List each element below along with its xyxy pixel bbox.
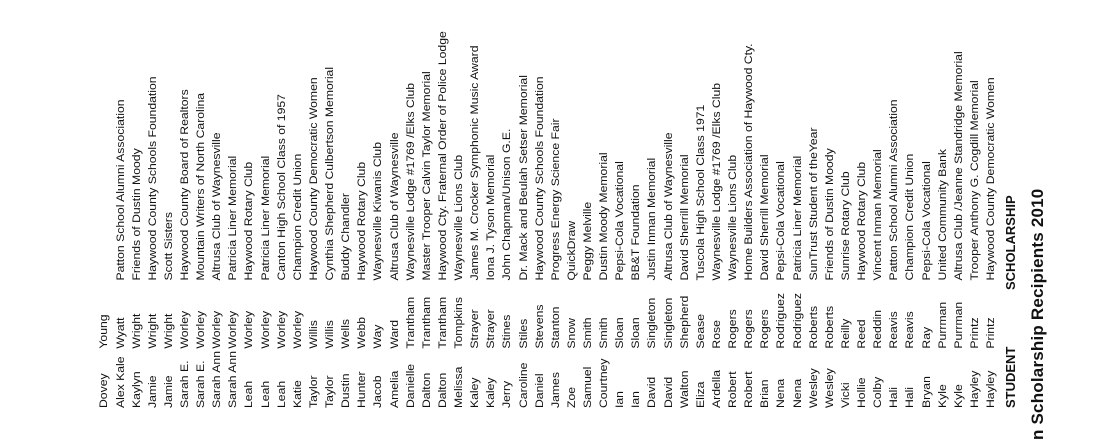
list-item	[276, 0, 288, 408]
list-item	[679, 0, 691, 408]
list-item	[389, 0, 401, 408]
scholarship-name: Sunrise Rotary Club	[839, 171, 852, 281]
student-first-name: Hali	[904, 386, 917, 408]
student-last-name: Sloan	[630, 317, 643, 349]
student-last-name: Singleton	[646, 297, 659, 349]
student-first-name: Daniel	[533, 373, 546, 408]
student-last-name: Worley	[291, 310, 304, 349]
student-first-name: Hayley	[985, 370, 997, 408]
student-first-name: Dovey	[98, 373, 111, 408]
list-item	[405, 0, 417, 408]
student-first-name: Nena	[791, 378, 804, 408]
scholarship-name: Friends of Dustin Moody	[130, 148, 143, 281]
scholarship-name: BB&T Foundation	[630, 184, 643, 281]
scholarship-name: Haywood County Democratic Women	[307, 77, 320, 281]
scholarship-name: Haywood Rotary Club	[856, 161, 869, 281]
scholarship-name: Patton School Alumni Association	[888, 99, 901, 281]
list-item	[227, 0, 239, 408]
list-item	[937, 0, 949, 408]
student-last-name: Wright	[130, 313, 143, 349]
student-first-name: James	[549, 372, 562, 408]
student-last-name: Purrman	[952, 301, 965, 349]
list-item	[727, 0, 739, 408]
scholarship-name: Altrusa Club of Waynesville	[662, 132, 675, 281]
scholarship-name: Haywood Rotary Club	[243, 161, 256, 281]
list-item	[372, 0, 384, 408]
student-first-name: Jamie	[146, 375, 159, 408]
student-first-name: Sarah Ann	[227, 351, 240, 408]
list-item	[566, 0, 578, 408]
student-first-name: Taylor	[307, 375, 320, 408]
scholarship-name: Dr. Mack and Beulah Setser Memorial	[517, 75, 530, 281]
scholarship-name: Home Builders Association of Haywood Cty.	[743, 43, 756, 281]
document-title: n Scholarship Recipients 2010	[1028, 188, 1047, 440]
student-first-name: Bryan	[920, 376, 933, 408]
list-item	[743, 0, 755, 408]
scholarship-name: Haywood County Board of Realtors	[179, 89, 191, 281]
student-first-name: Kyle	[952, 384, 965, 408]
student-last-name: Wells	[340, 318, 353, 349]
student-last-name: Tompkins	[453, 297, 466, 349]
list-item	[469, 0, 481, 408]
list-item	[614, 0, 626, 408]
student-last-name: Trantham	[436, 296, 449, 349]
student-first-name: Alex Kale	[114, 356, 127, 408]
list-item	[775, 0, 787, 408]
list-item	[630, 0, 642, 408]
scholarship-name: United Community Bank	[936, 149, 949, 281]
student-first-name: Eliza	[694, 381, 707, 408]
student-last-name: Rose	[710, 320, 723, 349]
student-first-name: Jerry	[501, 380, 514, 408]
student-first-name: Wesley	[807, 368, 820, 408]
scholarship-name: David Sherrill Memorial	[759, 154, 772, 281]
student-first-name: Ian	[614, 391, 627, 408]
scholarship-name: Vincent Inman Memorial	[872, 149, 885, 281]
list-item	[98, 0, 110, 408]
scholarship-name: Cynthia Shepherd Culbertson Memorial	[324, 66, 337, 281]
list-item	[888, 0, 900, 408]
student-last-name: Worley	[259, 310, 272, 349]
student-first-name: Hollie	[856, 377, 869, 408]
student-first-name: Jacob	[372, 375, 385, 408]
list-item	[485, 0, 497, 408]
scholarship-name: Champion Credit Union	[291, 153, 304, 281]
student-first-name: Melissa	[453, 366, 466, 408]
list-item	[453, 0, 465, 408]
list-item	[792, 0, 804, 408]
student-last-name: Sease	[694, 313, 707, 349]
student-last-name: Snow	[565, 318, 578, 349]
student-last-name: Worley	[179, 310, 191, 349]
student-last-name: Stiles	[517, 318, 530, 349]
list-item	[292, 0, 304, 408]
student-first-name: Kaley	[485, 377, 498, 408]
list-item	[711, 0, 723, 408]
student-last-name: Reavis	[888, 311, 901, 349]
list-item	[131, 0, 143, 408]
student-last-name: Worley	[195, 310, 208, 349]
list-item	[437, 0, 449, 408]
scholarship-name: Haywood Cty. Fraternal Order of Police Lodge	[436, 31, 449, 281]
student-first-name: David	[646, 376, 659, 408]
student-last-name: Reavis	[904, 311, 917, 349]
student-first-name: Dustin	[340, 373, 353, 408]
student-last-name: Worley	[275, 310, 288, 349]
list-item	[179, 0, 191, 408]
student-first-name: Jamie	[162, 375, 175, 408]
scholarship-name: Altrusa Club of Waynesville	[211, 132, 224, 281]
student-last-name: Worley	[211, 310, 224, 349]
student-last-name: Ray	[920, 326, 933, 349]
scholarship-name: Pepsi-Cola Vocational	[920, 161, 933, 281]
scholarship-name: Altrusa Club /Jeanne Standridge Memorial	[952, 51, 965, 281]
list-item	[904, 0, 916, 408]
list-item	[308, 0, 320, 408]
student-last-name: Purrman	[936, 301, 949, 349]
student-last-name: Smith	[582, 317, 594, 349]
list-item	[872, 0, 884, 408]
list-item	[147, 0, 159, 408]
list-item	[534, 0, 546, 408]
scholarship-name: Friends of Dustin Moody	[823, 148, 836, 281]
scholarship-name: Peggy Melville	[582, 201, 594, 281]
list-item	[163, 0, 175, 408]
student-first-name: Robert	[743, 371, 756, 408]
list-item	[340, 0, 352, 408]
list-item	[646, 0, 658, 408]
scholarship-name: Patton School Alumni Association	[114, 99, 127, 281]
student-first-name: Sarah Ann	[211, 351, 224, 408]
student-last-name: Sloan	[614, 317, 627, 349]
list-item	[856, 0, 868, 408]
scholarship-name: Tuscola High School Class 1971	[694, 104, 707, 281]
list-item	[501, 0, 513, 408]
student-first-name: Wesley	[823, 368, 836, 408]
student-first-name: Hunter	[356, 371, 369, 408]
student-last-name: Trantham	[420, 296, 433, 349]
student-last-name: Rogers	[743, 309, 756, 349]
student-first-name: Taylor	[324, 375, 337, 408]
student-last-name: Wyatt	[114, 317, 127, 349]
student-last-name: Wright	[146, 313, 159, 349]
student-first-name: Walton	[678, 370, 691, 408]
scholarship-column-header: SCHOLARSHIP	[1003, 195, 1018, 290]
student-first-name: Zoe	[565, 386, 578, 408]
student-last-name: Webb	[356, 316, 369, 349]
scholarship-name: Master Trooper Calvin Taylor Memorial	[420, 71, 433, 281]
student-last-name: Willis	[324, 320, 337, 349]
student-first-name: Danielle	[404, 363, 417, 408]
scholarship-name: Patricia Liner Memorial	[791, 155, 804, 281]
student-last-name: Rogers	[727, 309, 740, 349]
scholarship-name: Canton High School Class of 1957	[275, 94, 288, 281]
student-last-name: Worley	[243, 310, 256, 349]
scholarship-name: Waynesville Kiwanis Club	[372, 141, 385, 281]
list-item	[921, 0, 933, 408]
student-first-name: Leah	[275, 380, 288, 408]
scholarship-name: Haywood Rotary Club	[356, 161, 369, 281]
student-last-name: Willis	[307, 320, 320, 349]
student-last-name: Reed	[856, 319, 869, 349]
list-item	[969, 0, 981, 408]
scholarship-name: Waynesville Lions Club	[453, 154, 466, 281]
student-last-name: Stanton	[549, 306, 562, 349]
list-item	[324, 0, 336, 408]
scholarship-name: Waynesville Lodge #1769 /Elks Club	[710, 82, 723, 281]
scholarship-name: QuickDraw	[565, 220, 578, 281]
scholarship-name: Altrusa Club of Waynesville	[388, 132, 401, 281]
list-item	[663, 0, 675, 408]
student-last-name: Singleton	[662, 297, 675, 349]
student-last-name: Young	[98, 314, 111, 349]
student-first-name: Ardella	[710, 370, 723, 408]
student-last-name: Stevens	[533, 304, 546, 349]
student-first-name: Sarah E.	[195, 360, 208, 408]
scholarship-name: David Sherrill Memorial	[678, 154, 691, 281]
list-item	[260, 0, 272, 408]
list-item	[759, 0, 771, 408]
student-first-name: Brian	[759, 379, 772, 408]
student-first-name: Leah	[243, 380, 256, 408]
student-last-name: Roberts	[807, 305, 820, 349]
student-first-name: Kyle	[936, 384, 949, 408]
student-column-header: STUDENT	[1003, 346, 1018, 408]
scholarship-name: Pepsi-Cola Vocational	[614, 161, 627, 281]
student-first-name: David	[662, 376, 675, 408]
student-last-name: Ward	[388, 319, 401, 349]
student-first-name: Sarah E.	[179, 360, 191, 408]
scholarship-name: Waynesville Lodge #1769 /Elks Club	[404, 82, 417, 281]
scholarship-name: Justin Inman Memorial	[646, 157, 659, 281]
student-last-name: Stines	[501, 314, 514, 349]
student-last-name: Strayer	[469, 309, 482, 349]
student-last-name: Printz	[968, 317, 981, 349]
student-first-name: Hali	[888, 386, 901, 408]
student-last-name: Rodriguez	[791, 292, 804, 349]
list-item	[115, 0, 127, 408]
scholarship-name: SunTrust Student of theYear	[807, 127, 820, 281]
scholarship-name: Pepsi-Cola Vocational	[775, 161, 788, 281]
scholarship-name: Dustin Moody Memorial	[598, 152, 611, 281]
list-item	[421, 0, 433, 408]
list-item	[550, 0, 562, 408]
list-item	[985, 0, 997, 408]
student-last-name: Trantham	[404, 296, 417, 349]
student-last-name: Worley	[227, 310, 240, 349]
list-item	[582, 0, 594, 408]
student-first-name: Samuel	[582, 366, 594, 408]
student-last-name: Wright	[162, 313, 175, 349]
student-last-name: Reddin	[872, 309, 885, 349]
student-first-name: Dalton	[420, 372, 433, 408]
list-item	[598, 0, 610, 408]
student-first-name: Hayley	[968, 370, 981, 408]
scholarship-name: Mountain Writers of North Carolina	[195, 92, 208, 281]
list-item	[243, 0, 255, 408]
student-first-name: Colby	[872, 376, 885, 408]
scholarship-name: Patricia Liner Memorial	[227, 155, 240, 281]
student-first-name: Courtney	[598, 358, 611, 408]
student-first-name: Vicki	[839, 382, 852, 408]
scholarship-name: Patricia Liner Memorial	[259, 155, 272, 281]
student-first-name: Nena	[775, 378, 788, 408]
scholarship-name: John Chapman/Unison G.E.	[501, 128, 514, 281]
scholarship-name: Scott Sisters	[162, 212, 175, 281]
student-last-name: Shepherd	[678, 295, 691, 349]
student-last-name: Printz	[985, 317, 997, 349]
student-last-name: Smith	[598, 317, 611, 349]
list-item	[840, 0, 852, 408]
list-item	[824, 0, 836, 408]
student-first-name: Robert	[727, 371, 740, 408]
scholarship-name: Champion Credit Union	[904, 153, 917, 281]
list-item	[211, 0, 223, 408]
student-first-name: Katie	[291, 380, 304, 408]
student-last-name: Reilly	[839, 318, 852, 349]
scholarship-name: Progress Energy Science Fair	[549, 118, 562, 281]
list-item	[356, 0, 368, 408]
student-first-name: Caroline	[517, 362, 530, 408]
student-first-name: Dalton	[436, 372, 449, 408]
scholarship-name: James M. Crocker Symphonic Music Award	[469, 45, 482, 281]
student-first-name: Kaley	[469, 377, 482, 408]
student-first-name: Leah	[259, 380, 272, 408]
scholarship-name: Trooper Anthony G. Cogdill Memorial	[968, 80, 981, 281]
student-last-name: Rogers	[759, 309, 772, 349]
scholarship-name: Iona J. Tyson Memorial	[485, 154, 498, 281]
scholarship-name: Haywood County Schools Foundation	[533, 76, 546, 281]
student-first-name: Amelia	[388, 370, 401, 408]
list-item	[953, 0, 965, 408]
student-last-name: Way	[372, 324, 385, 349]
list-item	[518, 0, 530, 408]
student-first-name: Kaylyn	[130, 371, 143, 408]
student-last-name: Rodriguez	[775, 292, 788, 349]
student-last-name: Roberts	[823, 305, 836, 349]
list-item	[195, 0, 207, 408]
student-first-name: Ian	[630, 391, 643, 408]
student-last-name: Strayer	[485, 309, 498, 349]
scholarship-name: Haywood County Democratic Women	[985, 77, 997, 281]
list-item	[695, 0, 707, 408]
scholarship-name: Waynesville Lions Club	[727, 154, 740, 281]
list-item	[808, 0, 820, 408]
scholarship-name: Buddy Chandler	[340, 193, 353, 281]
scholarship-name: Haywood County Schools Foundation	[146, 76, 159, 281]
